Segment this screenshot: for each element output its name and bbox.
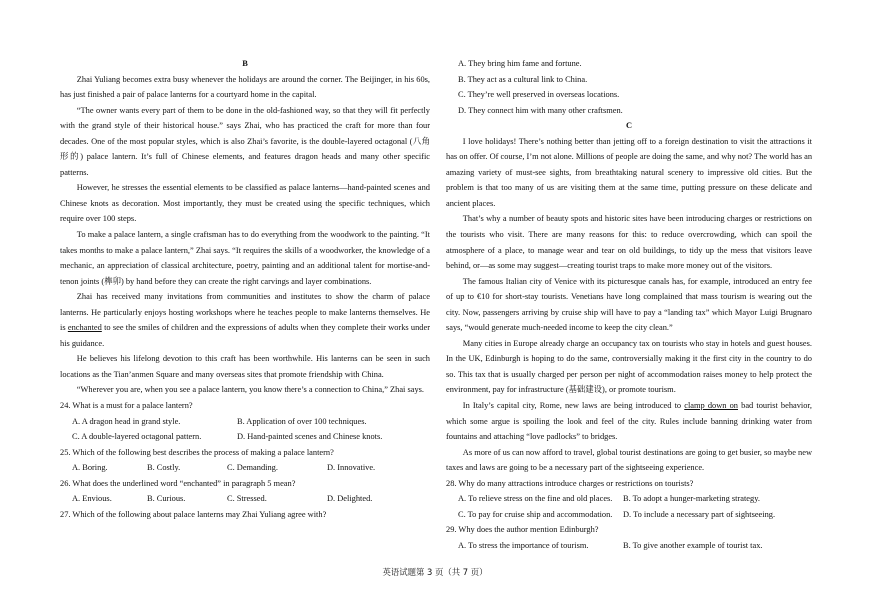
- question-26: 26. What does the underlined word “enchanted” in paragraph 5 mean?: [60, 478, 296, 488]
- option: A. Boring.: [72, 463, 108, 473]
- option: A. To relieve stress on the fine and old places.: [458, 494, 613, 504]
- option: D. Delighted.: [327, 494, 373, 504]
- options-row: [446, 103, 812, 119]
- page-footer: 英语试题第 3 页（共 7 页）: [382, 567, 488, 577]
- paragraph: As more of us can now afford to travel, global tourist destinations are going to get busier, so maybe new taxes and laws are going to be a necessary part of the sightseeing experience.: [446, 447, 812, 473]
- underlined-word: enchanted: [67, 323, 102, 333]
- option: A. Envious.: [72, 494, 112, 504]
- option: D. They connect him with many other craftsmen.: [458, 105, 623, 115]
- option: B. To give another example of tourist tax.: [623, 540, 763, 550]
- question-29: 29. Why does the author mention Edinburgh?: [446, 525, 599, 535]
- option: D. Hand-painted scenes and Chinese knots.: [237, 432, 383, 442]
- paragraph: [60, 289, 430, 351]
- option: B. Costly.: [147, 463, 181, 473]
- options-row: [60, 460, 430, 476]
- option: B. Application of over 100 techniques.: [237, 416, 367, 426]
- option: C. They’re well preserved in overseas locations.: [458, 90, 620, 100]
- option: C. Demanding.: [227, 463, 278, 473]
- options-row: [446, 87, 812, 103]
- options-row: [446, 507, 812, 523]
- paragraph: “Wherever you are, when you see a palace lantern, you know there’s a connection to China,” Zhai says.: [76, 385, 424, 395]
- paragraph: I love holidays! There’s nothing better than jetting off to a foreign destination to visit the attractions it has on offer. Of course, I’m not alone. Millions of people are doing the same, and why not? The world has an amazing variety of must-see sights, from breathtaking natural scenery to impressive old cities. But the problem is that too many of us are visiting them at the same time, putting pressure on these delicate and ancient places.: [446, 136, 813, 208]
- options-row: [446, 538, 812, 554]
- options-row: [60, 491, 430, 507]
- options-row: [446, 72, 812, 88]
- text-run: to see the smiles of children and the expressions of adults when they complete their works under his guidance.: [60, 323, 430, 348]
- paragraph: To make a palace lantern, a single craftsman has to do everything from the woodwork to the painting. “It takes months to make a palace lantern,” Zhai says. “It requires the skills of a woodworker, the knowledge of a mechanic, an appreciation of classical architecture, poetry, painting and an additional talent for mortise-and-tenon joints (榫卯) by hand before they can create the right carvings and layer combinations.: [60, 230, 430, 286]
- option: D. To include a necessary part of sightseeing.: [623, 509, 776, 519]
- paragraph: That’s why a number of beauty spots and historic sites have been introducing charges or restrictions on the tourists who visit. There are many reasons for this: to reduce overcrowding, which can spoil the atmosphere of a place, to manage wear and tear on old buildings, to tidy up the mess that visitors leave behind, or—as some may suggest—creating tourist traps to make more money out of the visitors.: [446, 214, 812, 271]
- paragraph: Zhai Yuliang becomes extra busy whenever the holidays are around the corner. The Beijinger, in his 60s, has just finished a pair of palace lanterns for a courtyard home in the capital.: [60, 74, 430, 100]
- question-25: 25. Which of the following best describes the process of making a palace lantern?: [60, 447, 334, 457]
- text-run: bad tourist behavior, which some argue is spoiling the look and feel of the city. Rules include banning drinking water from fountains and attaching “love padlocks” to bridges.: [446, 401, 812, 442]
- paragraph: He believes his lifelong devotion to this craft has been worthwhile. His lanterns can be seen in such locations as the Tian’anmen Square and many overseas sites that promote friendship with China.: [60, 354, 430, 379]
- text-run: In Italy’s capital city, Rome, new laws are being introduced to: [462, 401, 685, 411]
- right-column: [446, 56, 812, 554]
- text-run: Zhai has received many invitations from communities and institutes to show the charm of palace lanterns. He particularly enjoys hosting workshops where he teaches people to make lanterns themselves. He is: [60, 292, 430, 333]
- question-28: 28. Why do many attractions introduce charges or restrictions on tourists?: [446, 478, 694, 488]
- option: C. Stressed.: [227, 494, 267, 504]
- options-row: [60, 414, 430, 430]
- option: C. A double-layered octagonal pattern.: [72, 432, 202, 442]
- paragraph: “The owner wants every part of them to be done in the old-fashioned way, so that they will fit perfectly with the grand style of their historical house.” says Zhai, who has practiced the craft for more than four decades. One of the most popular styles, which is also Zhai’s favorite, is the double-layered octagonal (八角形的) palace lantern. It’s full of Chinese elements, and features dragon heads and many other specific patterns.: [60, 105, 430, 177]
- left-column: [60, 56, 430, 522]
- option: B. Curious.: [147, 494, 186, 504]
- option: A. They bring him fame and fortune.: [458, 59, 582, 68]
- options-row: [446, 56, 812, 72]
- paragraph: However, he stresses the essential elements to be classified as palace lanterns—hand-painted scenes and Chinese knots as decoration. Most importantly, they must be created using the specific techniques, which require over 100 steps.: [60, 183, 430, 224]
- underlined-phrase: clamp down on: [684, 401, 738, 411]
- option: A. A dragon head in grand style.: [72, 416, 181, 426]
- option: B. To adopt a hunger-marketing strategy.: [623, 494, 760, 504]
- question-27: 27. Which of the following about palace lanterns may Zhai Yuliang agree with?: [60, 509, 327, 519]
- question-24: 24. What is a must for a palace lantern?: [60, 401, 193, 411]
- paragraph: The famous Italian city of Venice with its picturesque canals has, for example, introduced an entry fee of up to €10 for short-stay tourists. Venetians have long complained that mass tourism is wearing out the city. Now, passengers arriving by cruise ship will have to pay a “landing tax” which Mayor Luigi Brugnaro says, “would generate much-needed income to keep the city clean.”: [446, 276, 812, 333]
- paragraph: Many cities in Europe already charge an occupancy tax on tourists who stay in hotels and guest houses. In the UK, Edinburgh is hoping to do the same, controversially making it the first city in the country to do so. This tax that is usually charged per person per night of accommodation raises money to help protect the environment, pay for infrastructure (基础建设), or promote tourism.: [446, 338, 812, 395]
- section-heading-b: B: [242, 59, 248, 68]
- option: A. To stress the importance of tourism.: [458, 540, 589, 550]
- options-row: [446, 491, 812, 507]
- option: B. They act as a cultural link to China.: [458, 74, 588, 84]
- option: D. Innovative.: [327, 463, 376, 473]
- paragraph: [446, 398, 812, 445]
- option: C. To pay for cruise ship and accommodation.: [458, 509, 613, 519]
- section-heading-c: C: [625, 121, 633, 131]
- options-row: [60, 429, 430, 445]
